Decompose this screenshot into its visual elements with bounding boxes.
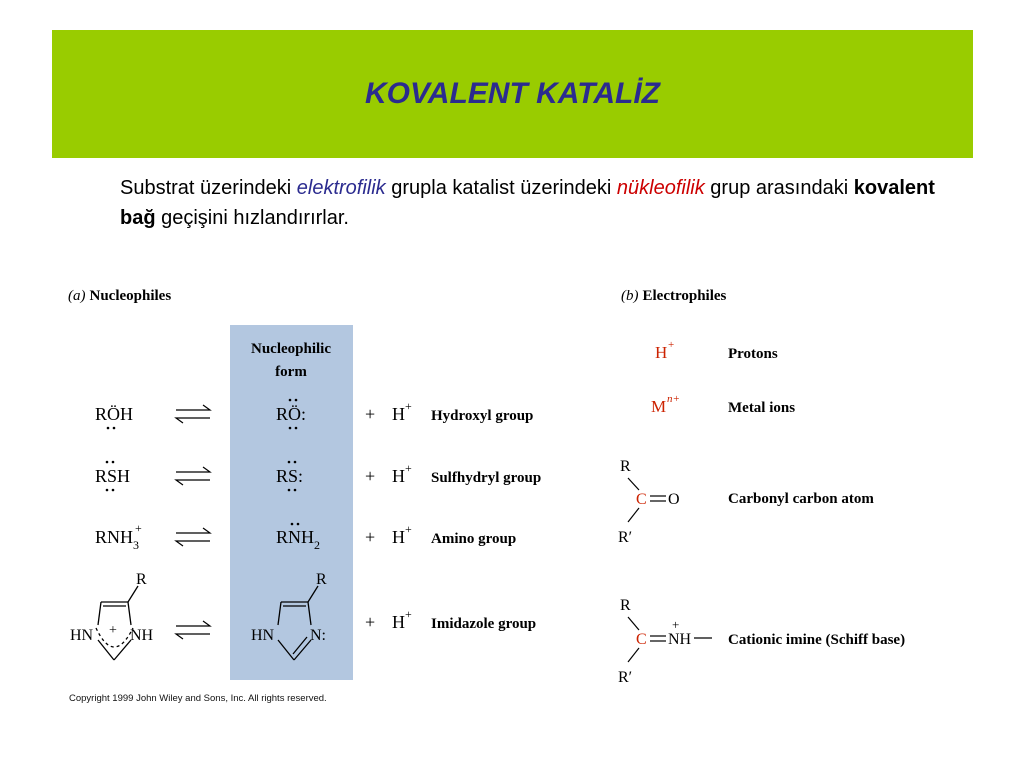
svg-text:+: + [668,339,675,351]
imidazole-N: N: [310,627,326,644]
electrophile-carbonyl-label: Carbonyl carbon atom [728,491,874,507]
svg-text:H: H [655,343,668,362]
svg-text:C: C [636,491,647,508]
svg-text:+: + [365,466,376,486]
group-imidazole: Imidazole group [431,616,537,632]
nucleophile-sulfhydryl: RS: [276,466,304,486]
svg-text:n+: n+ [667,393,680,405]
nucleophile-amino: $RNH_2$ [276,527,321,552]
svg-text:+: + [365,527,376,547]
svg-text:R′: R′ [618,529,633,546]
sentence-part-2: grupla katalist üzerindeki [385,177,617,199]
equilibrium-arrow-row4 [176,621,210,639]
imidazolium-R: R [136,571,147,588]
imidazole-HN: HN [251,627,275,644]
column-header-line1: Nucleophilic [250,341,332,357]
equilibrium-arrow-row2 [176,467,210,485]
svg-text:+: + [405,522,412,536]
svg-text:O: O [668,491,680,508]
equilibrium-arrow-row3 [176,528,210,546]
panel-a-label: (a) Nucleophiles [68,288,172,304]
svg-text:NH: NH [668,631,692,648]
svg-text:+: + [365,404,376,424]
svg-text:H: H [392,404,405,424]
sentence-part-3: grup arasındaki [704,177,854,199]
svg-text:+: + [405,461,412,475]
elektrofilik-term: elektrofilik [296,177,386,199]
nucleophile-hydroxyl: RÖ: [276,404,307,424]
proton-row1 [365,399,412,424]
svg-text:H: H [392,612,405,632]
svg-text:+: + [405,607,412,621]
svg-text:+: + [405,399,412,413]
slide-title: KOVALENT KATALİZ [365,77,660,110]
svg-text:R′: R′ [618,669,633,686]
svg-text:C: C [636,631,647,648]
electrophile-protons-label: Protons [728,346,778,362]
svg-text:R: R [620,458,631,475]
acid-amino: $RNH_3$ [95,527,140,552]
sentence-part-4: geçişini hızlandırırlar. [155,207,349,229]
imidazolium-HN: HN [70,627,94,644]
nukleofilik-term: nükleofilik [616,177,705,199]
proton-row2 [365,461,412,486]
panel-b-label: (b) Electrophiles [621,288,727,304]
group-hydroxyl: Hydroxyl group [431,408,534,424]
electrophile-proton [655,339,674,362]
svg-text:+: + [365,612,376,632]
group-sulfhydryl: Sulfhydryl group [431,470,542,486]
schiff-base-structure [618,597,712,686]
copyright-notice: Copyright 1999 John Wiley and Sons, Inc. All rights reserved. [69,693,327,704]
carbonyl-structure [618,458,680,546]
equilibrium-arrow-row1 [176,405,210,423]
electrophile-schiff-label: Cationic imine (Schiff base) [728,632,906,648]
kovalent-bag-term: kovalent bağ [120,177,935,229]
group-amino: Amino group [431,531,517,547]
amino-charge: + [135,521,142,535]
sentence-part-1: Substrat üzerindeki [120,177,297,199]
svg-text:M: M [651,397,667,416]
proton-row3 [365,522,412,547]
svg-text:R: R [620,597,631,614]
imidazolium-charge: + [109,623,117,638]
svg-text:+: + [672,617,680,632]
imidazole-R: R [316,571,327,588]
acid-hydroxyl: RÖH [95,404,134,424]
electrophile-metal [651,393,680,416]
electrophile-metal-label: Metal ions [728,400,796,416]
acid-sulfhydryl: RSH [95,466,131,486]
imidazolium-NH: NH [130,627,154,644]
column-header-line2: form [275,364,307,380]
svg-text:H: H [392,527,405,547]
imidazolium-structure [96,586,138,660]
proton-row4 [365,607,412,632]
svg-text:H: H [392,466,405,486]
